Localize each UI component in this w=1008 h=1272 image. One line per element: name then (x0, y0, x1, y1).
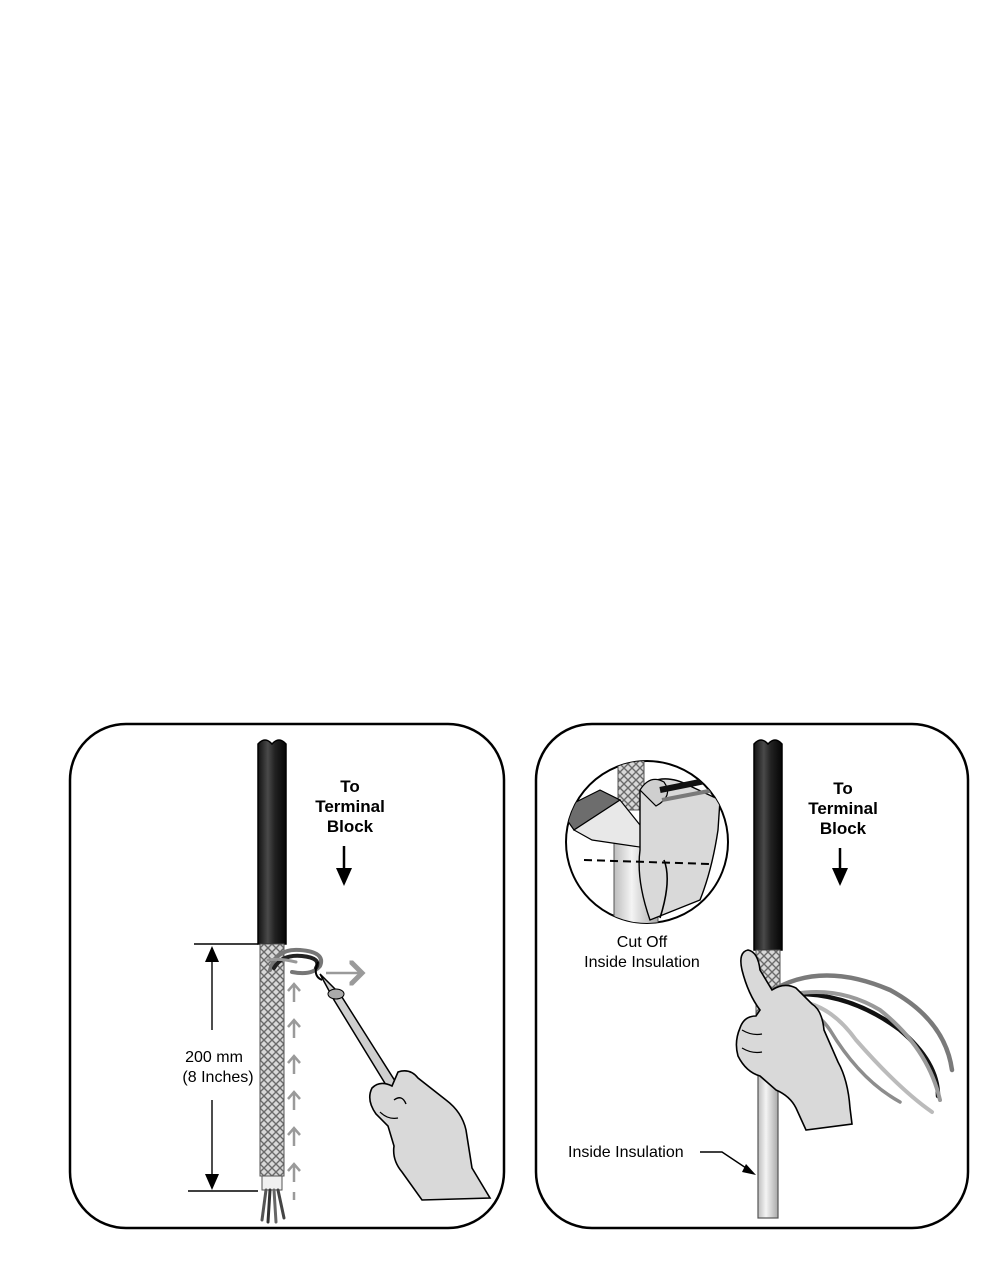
insulation-stub (262, 1176, 282, 1190)
right-panel (536, 724, 968, 1228)
direction-label-line1: To (340, 777, 360, 796)
inset-caption-line2: Inside Insulation (584, 954, 700, 971)
cable-jacket (258, 740, 286, 944)
direction-label-right-line2: Terminal (808, 799, 878, 818)
cable-jacket-right (754, 740, 782, 950)
insulation-label: Inside Insulation (568, 1144, 684, 1161)
direction-label-right-line1: To (833, 779, 853, 798)
inset-caption-line1: Cut Off (616, 934, 668, 951)
dimension-label-line2: (8 Inches) (182, 1069, 254, 1086)
dimension-label-line1: 200 mm (185, 1049, 243, 1066)
direction-label-line3: Block (326, 817, 374, 836)
braided-shield (260, 944, 284, 1176)
left-panel (70, 724, 504, 1228)
direction-label-right-line3: Block (819, 819, 867, 838)
direction-label-line2: Terminal (315, 797, 385, 816)
